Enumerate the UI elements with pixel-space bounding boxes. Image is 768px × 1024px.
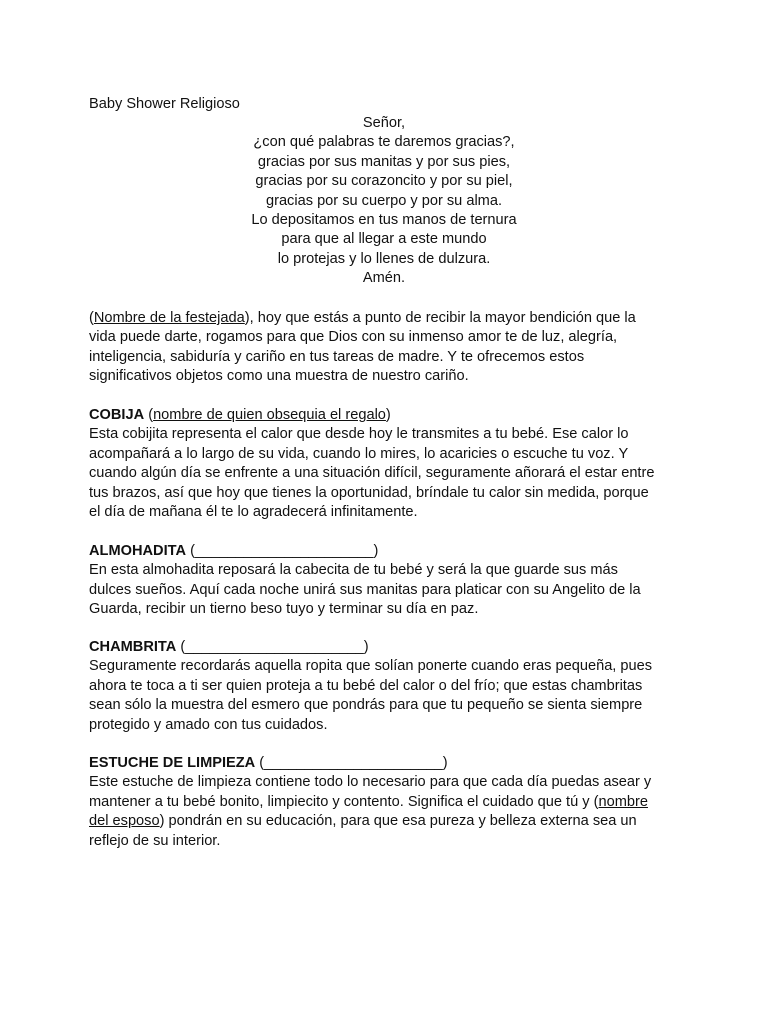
section-heading: CHAMBRITA — [89, 639, 177, 655]
prayer-block — [0, 114, 768, 289]
paragraph-line — [89, 309, 689, 328]
prayer-line: gracias por sus manitas y por sus pies, — [257, 153, 511, 170]
line-text: ) pondrán en su educación, para que esa pureza y belleza externa sea un — [159, 813, 637, 830]
spouse-name-placeholder: del esposo — [89, 813, 160, 830]
section-heading: ESTUCHE DE LIMPIEZA — [89, 755, 256, 771]
section-heading-line — [89, 406, 689, 425]
prayer-line: lo protejas y lo llenes de dulzura. — [277, 250, 491, 267]
prayer-line: Lo depositamos en tus manos de ternura — [251, 212, 517, 229]
almohadita-section — [89, 542, 689, 620]
paragraph-line: protegido y amado con tus cuidados. — [89, 716, 328, 733]
prayer-line: Amén. — [362, 270, 406, 287]
section-heading-line — [89, 542, 689, 561]
prayer-line: Señor, — [362, 115, 406, 131]
paragraph-line: cuando algún día se enfrente a una situación difícil, seguramente añorará el estar entre — [89, 465, 655, 482]
line-text: mantener a tu bebé bonito, limpiecito y contento. Significa el cuidado que tú y ( — [89, 793, 599, 810]
paragraph-line: Esta cobijita representa el calor que desde hoy le transmites a tu bebé. Ese calor lo — [89, 426, 629, 443]
line-text: ), hoy que estás a punto de recibir la mayor bendición que la — [244, 310, 636, 326]
chambrita-section — [89, 638, 689, 735]
paren: ) — [385, 407, 391, 423]
paragraph-line: reflejo de su interior. — [89, 832, 221, 849]
intro-paragraph — [89, 309, 689, 387]
prayer-line: ¿con qué palabras te daremos gracias?, — [253, 134, 515, 151]
paragraph-line: tus brazos, así que hoy que tienes la oportunidad, bríndale tu calor sin medida, porque — [89, 484, 649, 501]
paren: ( — [144, 407, 154, 423]
paragraph-line — [89, 793, 689, 812]
section-heading: COBIJA — [89, 407, 145, 423]
estuche-section — [89, 754, 689, 851]
document-title: Baby Shower Religioso — [89, 96, 240, 112]
paragraph-line: dulces sueños. Aquí cada noche unirá sus manitas para platicar con su Angelito de la — [89, 581, 641, 598]
paragraph-line: inteligencia, sabiduría y cariño en tus tareas de madre. Y te ofrecemos estos — [89, 348, 585, 365]
paren: ( — [89, 310, 94, 326]
paragraph-line — [89, 812, 689, 831]
section-heading: ALMOHADITA — [89, 543, 187, 559]
cobija-section — [89, 406, 689, 522]
spouse-name-placeholder: nombre — [598, 793, 648, 810]
paragraph-line: En esta almohadita reposará la cabecita de tu bebé y será la que guarde sus más — [89, 562, 618, 579]
paragraph-line: el día de mañana él te lo agradecerá infinitamente. — [89, 504, 418, 521]
paragraph-line: ahora te toca a ti ser quien proteja a tu bebé del calor o del frío; que estas chambritas — [89, 677, 643, 694]
prayer-line: gracias por su cuerpo y por su alma. — [265, 192, 503, 209]
honoree-name-placeholder: Nombre de la festejada — [93, 310, 245, 326]
section-heading-line — [89, 638, 689, 657]
prayer-line: para que al llegar a este mundo — [281, 231, 487, 248]
paragraph-line: Este estuche de limpieza contiene todo lo necesario para que cada día puedas asear y — [89, 774, 652, 791]
paragraph-line: Seguramente recordarás aquella ropita que solían ponerte cuando eras pequeña, pues — [89, 658, 653, 675]
blank-field: (______________________) — [176, 639, 369, 655]
blank-field: (______________________) — [186, 543, 379, 559]
paragraph-line: Guarda, recibir un tierno beso tuyo y terminar su día en paz. — [89, 601, 479, 618]
giver-name-placeholder: nombre de quien obsequia el regalo — [153, 407, 386, 423]
paragraph-line: vida puede darte, rogamos para que Dios con su inmenso amor te de luz, alegría, — [89, 329, 618, 346]
paragraph-line: acompañará a lo largo de su vida, cuando lo mires, lo acaricies o escuche tu voz. Y — [89, 445, 629, 462]
section-heading-line — [89, 754, 689, 773]
paragraph-line: sean sólo la muestra del esmero que pondrás para que tu pequeño se sienta siempre — [89, 697, 643, 714]
blank-field: (______________________) — [255, 755, 448, 771]
prayer-line: gracias por su corazoncito y por su piel, — [255, 173, 513, 190]
paragraph-line: significativos objetos como una muestra de nuestro cariño. — [89, 368, 469, 385]
